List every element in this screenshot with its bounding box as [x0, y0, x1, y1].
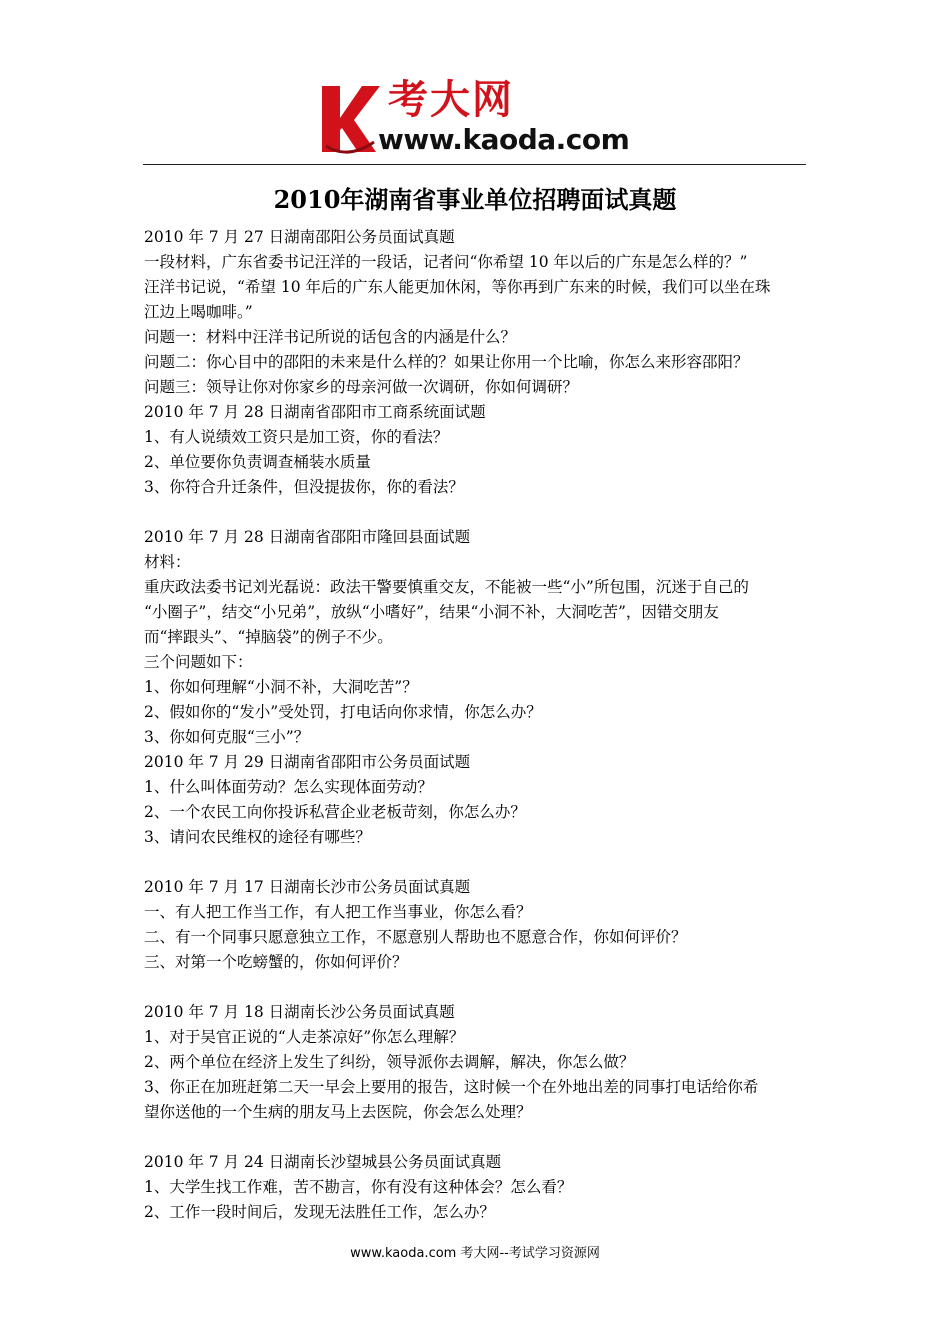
text-line: 三、对第一个吃螃蟹的，你如何评价？ — [144, 953, 408, 971]
text-line: 3、你符合升迁条件，但没提拔你，你的看法？ — [144, 478, 464, 496]
text-line: 2、两个单位在经济上发生了纠纷，领导派你去调解，解决，你怎么做？ — [144, 1053, 635, 1071]
text-line: 江边上喝咖啡。” — [144, 303, 253, 321]
text-line: 3、你正在加班赶第二天一早会上要用的报告，这时候一个在外地出差的同事打电话给你希 — [144, 1078, 759, 1096]
k-logo-icon — [318, 82, 380, 154]
text-line: 1、大学生找工作难，苦不勘言，你有没有这种体会？怎么看？ — [144, 1178, 573, 1196]
blank-line — [144, 850, 808, 875]
text-line: 2010 年 7 月 28 日湖南省邵阳市隆回县面试题 — [144, 528, 471, 546]
text-line: 2、工作一段时间后，发现无法胜任工作，怎么办？ — [144, 1203, 495, 1221]
text-line: 望你送他的一个生病的朋友马上去医院，你会怎么处理？ — [144, 1103, 532, 1121]
text-line: 2010 年 7 月 28 日湖南省邵阳市工商系统面试题 — [144, 403, 486, 421]
text-line: 三个问题如下： — [144, 653, 253, 671]
text-line: 2010 年 7 月 27 日湖南邵阳公务员面试真题 — [144, 228, 455, 246]
text-line: 2、单位要你负责调查桶装水质量 — [144, 453, 371, 471]
text-line: 2010 年 7 月 17 日湖南长沙市公务员面试真题 — [144, 878, 471, 896]
logo-url-text: www.kaoda.com — [378, 123, 630, 156]
text-line: 问题一：材料中汪洋书记所说的话包含的内涵是什么？ — [144, 328, 517, 346]
page-footer: www.kaoda.com 考大网--考试学习资源网 — [350, 1246, 600, 1261]
text-line: 2010 年 7 月 29 日湖南省邵阳市公务员面试题 — [144, 753, 471, 771]
text-line: 2010 年 7 月 24 日湖南长沙望城县公务员面试真题 — [144, 1153, 502, 1171]
page-title: 2010年湖南省事业单位招聘面试真题 — [273, 185, 677, 214]
text-line: 一段材料，广东省委书记汪洋的一段话，记者问“你希望 10 年以后的广东是怎么样的？” — [144, 253, 748, 271]
text-line: 2010 年 7 月 18 日湖南长沙公务员面试真题 — [144, 1003, 455, 1021]
text-line: 二、有一个同事只愿意独立工作，不愿意别人帮助也不愿意合作，你如何评价？ — [144, 928, 687, 946]
blank-line — [144, 1125, 808, 1150]
text-line: 1、对于吴官正说的“人走茶凉好”你怎么理解？ — [144, 1028, 465, 1046]
header-divider — [143, 164, 806, 165]
logo-chinese-name: 考大网 — [388, 77, 514, 123]
text-line: 1、你如何理解“小洞不补，大洞吃苦”？ — [144, 678, 418, 696]
text-line: 3、请问农民维权的途径有哪些？ — [144, 828, 371, 846]
kaoda-logo — [318, 78, 640, 158]
text-line: 材料： — [144, 553, 191, 571]
text-line: 汪洋书记说，“希望 10 年后的广东人能更加休闲，等你再到广东来的时候，我们可以坐在珠 — [144, 278, 771, 296]
blank-line — [144, 500, 808, 525]
text-line: 问题三：领导让你对你家乡的母亲河做一次调研，你如何调研？ — [144, 378, 579, 396]
blank-line — [144, 975, 808, 1000]
text-line: 问题二：你心目中的邵阳的未来是什么样的？如果让你用一个比喻，你怎么来形容邵阳？ — [144, 353, 749, 371]
text-line: 重庆政法委书记刘光磊说：政法干警要慎重交友，不能被一些“小”所包围，沉迷于自己的 — [144, 578, 749, 596]
text-line: 2、一个农民工向你投诉私营企业老板苛刻，你怎么办？ — [144, 803, 526, 821]
text-line: 2、假如你的“发小”受处罚，打电话向你求情，你怎么办？ — [144, 703, 542, 721]
text-line: 而“摔跟头”、“掉脑袋”的例子不少。 — [144, 628, 393, 646]
text-line: 1、什么叫体面劳动？怎么实现体面劳动？ — [144, 778, 433, 796]
text-line: 3、你如何克服“三小”？ — [144, 728, 310, 746]
text-line: 一、有人把工作当工作，有人把工作当事业，你怎么看？ — [144, 903, 532, 921]
text-line: 1、有人说绩效工资只是加工资，你的看法？ — [144, 428, 449, 446]
document-body — [144, 225, 808, 1225]
text-line: “小圈子”，结交“小兄弟”，放纵“小嗜好”，结果“小洞不补，大洞吃苦”，因错交朋友 — [144, 603, 719, 621]
